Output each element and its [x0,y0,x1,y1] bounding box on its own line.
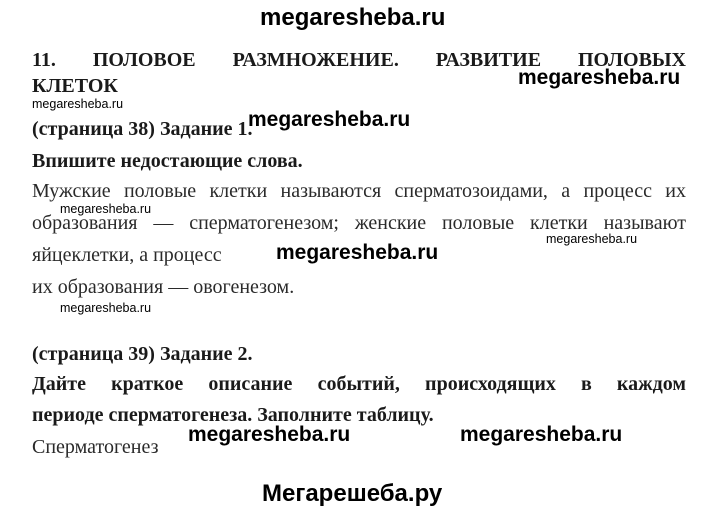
watermark: megaresheba.ru [276,241,439,264]
watermark: megaresheba.ru [518,66,681,89]
watermark-small: megaresheba.ru [546,232,638,246]
section-title-line2: КЛЕТОК [32,75,118,97]
task1-answer-line4: их образования — овогенезом. [32,276,295,298]
watermark-header: megaresheba.ru [260,4,446,31]
task2-heading: (страница 39) Задание 2. [32,343,253,365]
task2-instruction-line1: Дайте краткое описание событий, происходящих в каждом [32,373,686,395]
watermark-small: megaresheba.ru [60,202,152,216]
task1-answer-line3: яйцеклетки, а процесс [32,244,222,266]
watermark-small: megaresheba.ru [32,97,124,111]
watermark-footer: Мегарешеба.ру [262,480,443,507]
task1-instruction: Впишите недостающие слова. [32,150,303,172]
watermark: megaresheba.ru [248,108,411,131]
task1-answer-line2: образования — сперматогенезом; женские половые клетки называют [32,212,686,234]
watermark: megaresheba.ru [460,423,623,446]
section-title-line1: 11. ПОЛОВОЕ РАЗМНОЖЕНИЕ. РАЗВИТИЕ ПОЛОВЫХ [32,49,686,71]
watermark-small: megaresheba.ru [60,301,152,315]
task2-instruction-line2: периоде сперматогенеза. Заполните таблицу. [32,404,434,426]
task1-answer-line1: Мужские половые клетки называются сперматозоидами, а процесс их [32,180,686,202]
watermark: megaresheba.ru [188,423,351,446]
task2-label: Сперматогенез [32,436,159,458]
task1-heading: (страница 38) Задание 1. [32,118,253,140]
